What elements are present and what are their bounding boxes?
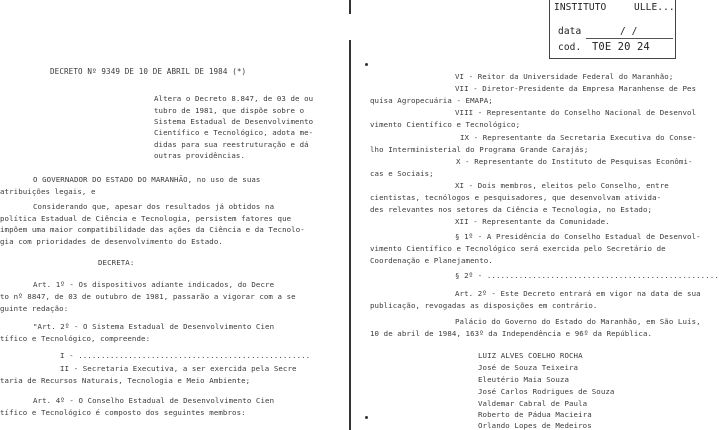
page-divider-top [349,0,351,14]
preamble-line: atribuições legais, e [0,187,96,196]
right-line: IX - Representante da Secretaria Executiva do Conse- [460,133,697,142]
article-line: tífico e Tecnológico, compreende: [0,334,151,343]
stamp-code-value: T0E 20 24 [592,41,650,53]
right-line: Palácio do Governo do Estado do Maranhão, em São Luís, [455,317,701,326]
right-line: X - Representante do Instituto de Pesquisas Econômi- [456,157,693,166]
right-line: VII - Diretor-Presidente da Empresa Maranhense de Pes [455,84,697,93]
right-line: Coordenação e Planejamento. [370,256,493,265]
right-line: XII - Representante da Comunidade. [455,217,610,226]
signature-name: Valdemar Cabral de Paula [478,399,588,408]
signature-name: Eleutério Maia Souza [478,375,569,384]
preamble-line: gia com prioridades de desenvolvimento do Estado. [0,237,223,246]
stamp-date-value: / / [620,26,638,37]
article-line: "Art. 2º - O Sistema Estadual de Desenvolvimento Cien [33,322,275,331]
right-line: 10 de abril de 1984, 163º da Independência e 96º da República. [370,329,653,338]
right-line: quisa Agropecuária - EMAPA; [370,96,493,105]
preamble-line: Considerando que, apesar dos resultados já obtidos na [33,202,275,211]
stamp-institution-label: INSTITUTO [554,2,607,13]
article-line: Art. 1º - Os dispositivos adiante indicados, do Decre [33,280,275,289]
stamp-code-label: cod. [558,42,582,53]
punch-hole [365,416,368,419]
preamble-line: impõem uma maior compatibilidade das ações da Ciência e da Tecnolo- [0,225,305,234]
stamp-date-label: data [558,26,582,37]
signature-name: Orlando Lopes de Medeiros [478,421,592,430]
ementa-line: Científico e Tecnológico, adota me- [154,128,314,137]
article-line: Art. 4º - O Conselho Estadual de Desenvolvimento Cien [33,396,275,405]
page-divider [349,40,351,430]
article-line: guinte redação: [0,304,69,313]
item-i: I - ................................................... [60,351,311,360]
right-line: des relevantes nos setores da Ciência e Tecnologia, no Estado; [370,205,653,214]
ementa-line: didas para sua reestruturação e dá [154,140,309,149]
right-line: cas e Sociais; [370,169,434,178]
ementa-line: Sistema Estadual de Desenvolvimento [154,117,314,126]
article-line: taria de Recursos Naturais, Tecnologia e Meio Ambiente; [0,376,251,385]
right-line: vimento Científico e Tecnológico será exercida pelo Secretário de [370,244,666,253]
right-line: § 2º - ................................................... [455,271,719,280]
right-line: VIII - Representante do Conselho Nacional de Desenvol [455,108,697,117]
right-line: publicação, revogadas as disposições em contrário. [370,301,598,310]
decreta-heading: DECRETA: [98,258,135,267]
ementa-line: Altera o Decreto 8.847, de 03 de ou [154,94,314,103]
right-line: § 1º - A Presidência do Conselho Estadual de Desenvol- [455,232,701,241]
right-line: lho Interministerial do Programa Grande Carajás; [370,145,589,154]
punch-hole [365,63,368,66]
ementa-line: outras providências. [154,151,245,160]
right-line: vimento Científico e Tecnológico; [370,120,521,129]
right-line: VI - Reitor da Universidade Federal do Maranhão; [455,72,674,81]
stamp-institution-value: ULLE... [634,2,675,13]
article-line: tífico e Tecnológico é composto dos seguintes membros: [0,408,246,417]
stamp-date-rule [586,38,673,39]
article-line: to nº 8847, de 03 de outubro de 1981, passarão a vigorar com a se [0,292,296,301]
right-line: Art. 2º - Este Decreto entrará em vigor na data de sua [455,289,701,298]
article-line: II - Secretaria Executiva, a ser exercida pela Secre [60,364,297,373]
preamble-line: O GOVERNADOR DO ESTADO DO MARANHÃO, no uso de suas [33,175,261,184]
signature-name: Roberto de Pádua Macieira [478,410,592,419]
ementa-line: tubro de 1981, que dispõe sobre o [154,106,305,115]
right-line: cientistas, tecnólogos e pesquisadores, que desenvolvam ativida- [370,193,662,202]
decree-title: DECRETO Nº 9349 DE 10 DE ABRIL DE 1984 (*) [50,67,247,76]
signature-name: José de Souza Teixeira [478,363,579,372]
right-line: XI - Dois membros, eleitos pelo Conselho, entre [455,181,669,190]
signature-name: LUIZ ALVES COELHO ROCHA [478,351,583,360]
archive-stamp [549,0,676,59]
preamble-line: política Estadual de Ciência e Tecnologia, persistem fatores que [0,214,292,223]
signature-name: José Carlos Rodrigues de Souza [478,387,615,396]
